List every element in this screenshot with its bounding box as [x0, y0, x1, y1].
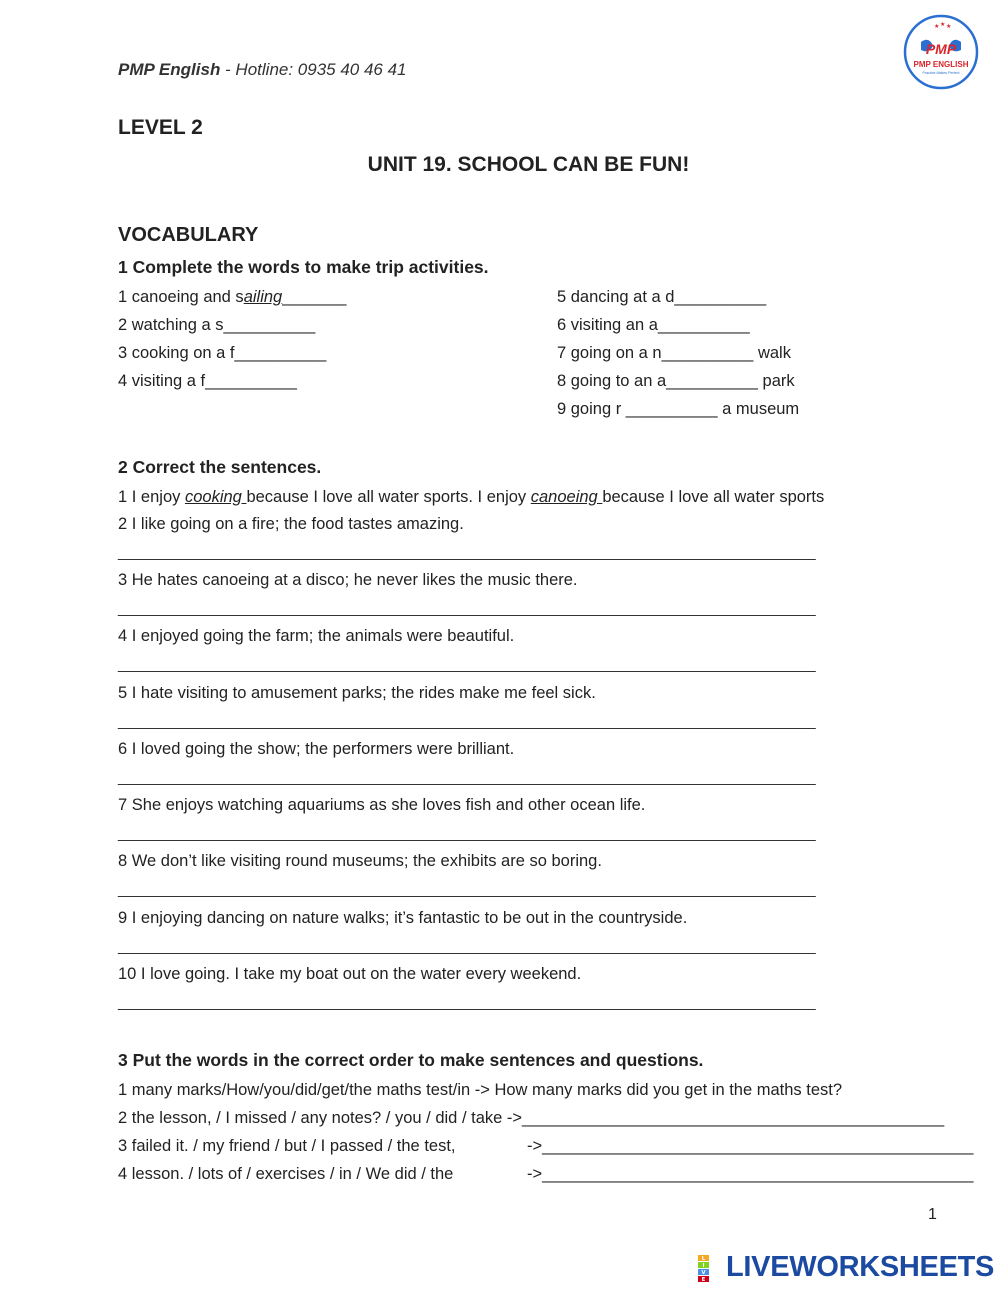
svg-text:PMP ENGLISH: PMP ENGLISH	[913, 60, 969, 69]
ex1-item-1-answer: ailing	[243, 288, 283, 306]
ex1-item-6: 6 visiting an a__________	[557, 316, 750, 334]
svg-text:★: ★	[934, 23, 940, 30]
ex2-example	[118, 488, 824, 507]
svg-text:★: ★	[940, 21, 946, 28]
ex3-item-2[interactable]: 2 the lesson, / I missed / any notes? / you / did / take ->______________________________________________	[118, 1109, 945, 1127]
ex1-item-2: 2 watching a s__________	[118, 316, 316, 334]
ex1-item-4: 4 visiting a f__________	[118, 372, 297, 390]
ex2-item-3: 3 He hates canoeing at a disco; he never likes the music there.	[118, 571, 578, 589]
ex1-item-9: 9 going r __________ a museum	[557, 400, 800, 418]
ex3-item-3-answer[interactable]: ->_______________________________________________	[527, 1137, 974, 1155]
ex1-item-1-blank: _______	[282, 288, 347, 306]
ex2-item-9: 9 I enjoying dancing on nature walks; it’s fantastic to be out in the countryside.	[118, 909, 688, 927]
svg-text:I: I	[702, 1263, 705, 1269]
vocabulary-heading: VOCABULARY	[118, 224, 259, 246]
ex3-item-3-words: 3 failed it. / my friend / but / I passed / the test,	[118, 1137, 456, 1155]
ex2-example-text: because I love all water sports. I enjoy	[246, 488, 531, 506]
ex2-example-text: 1 I enjoy	[118, 488, 185, 506]
ex1-heading: 1 Complete the words to make trip activities.	[118, 257, 489, 277]
ex1-item-5: 5 dancing at a d__________	[557, 288, 767, 306]
answer-line[interactable]: ____________________________________________________________________________________	[118, 769, 816, 786]
pmp-logo	[903, 14, 979, 90]
liveworksheets-logo-icon	[697, 1254, 723, 1286]
ex3-item-4-answer[interactable]: ->_______________________________________________	[527, 1165, 974, 1183]
level-label: LEVEL 2	[118, 116, 203, 139]
svg-text:★: ★	[946, 23, 952, 30]
ex1-item-3: 3 cooking on a f__________	[118, 344, 327, 362]
ex1-item-7: 7 going on a n__________ walk	[557, 344, 791, 362]
ex1-item-1	[118, 288, 346, 307]
ex2-item-2: 2 I like going on a fire; the food tastes amazing.	[118, 515, 464, 533]
ex1-item-8: 8 going to an a__________ park	[557, 372, 795, 390]
answer-line[interactable]: ____________________________________________________________________________________	[118, 544, 816, 561]
answer-line[interactable]: ____________________________________________________________________________________	[118, 656, 816, 673]
svg-text:V: V	[701, 1270, 706, 1276]
answer-line[interactable]: ____________________________________________________________________________________	[118, 825, 816, 842]
liveworksheets-brand: LIVEWORKSHEETS	[726, 1251, 995, 1283]
svg-text:PMP: PMP	[925, 41, 957, 57]
hotline: - Hotline: 0935 40 46 41	[220, 60, 407, 79]
svg-text:E: E	[701, 1277, 706, 1283]
ex2-example-word-1: cooking	[184, 488, 247, 506]
ex2-item-6: 6 I loved going the show; the performers were brilliant.	[118, 740, 515, 758]
header-line	[118, 60, 407, 80]
ex2-item-7: 7 She enjoys watching aquariums as she loves fish and other ocean life.	[118, 796, 646, 814]
svg-text:Practice Makes Perfect: Practice Makes Perfect	[922, 71, 960, 75]
brand-name: PMP English	[118, 60, 221, 79]
ex2-item-4: 4 I enjoyed going the farm; the animals were beautiful.	[118, 627, 515, 645]
svg-text:L: L	[701, 1256, 706, 1262]
answer-line[interactable]: ____________________________________________________________________________________	[118, 881, 816, 898]
answer-line[interactable]: ____________________________________________________________________________________	[118, 994, 816, 1011]
ex3-item-4-words: 4 lesson. / lots of / exercises / in / We did / the	[118, 1165, 454, 1183]
page-number: 1	[928, 1206, 937, 1223]
unit-title: UNIT 19. SCHOOL CAN BE FUN!	[367, 153, 690, 176]
ex2-item-8: 8 We don’t like visiting round museums; the exhibits are so boring.	[118, 852, 602, 870]
ex3-heading: 3 Put the words in the correct order to make sentences and questions.	[118, 1050, 704, 1070]
ex1-item-1-prefix: 1 canoeing and s	[118, 288, 244, 306]
answer-line[interactable]: ____________________________________________________________________________________	[118, 938, 816, 955]
ex2-example-word-2: canoeing	[530, 488, 603, 506]
ex3-example: 1 many marks/How/you/did/get/the maths test/in -> How many marks did you get in the maths test?	[118, 1081, 843, 1099]
answer-line[interactable]: ____________________________________________________________________________________	[118, 600, 816, 617]
ex2-example-text: because I love all water sports	[602, 488, 825, 506]
answer-line[interactable]: ____________________________________________________________________________________	[118, 713, 816, 730]
ex2-item-10: 10 I love going. I take my boat out on the water every weekend.	[118, 965, 582, 983]
ex2-heading: 2 Correct the sentences.	[118, 457, 322, 477]
ex2-item-5: 5 I hate visiting to amusement parks; the rides make me feel sick.	[118, 684, 596, 702]
